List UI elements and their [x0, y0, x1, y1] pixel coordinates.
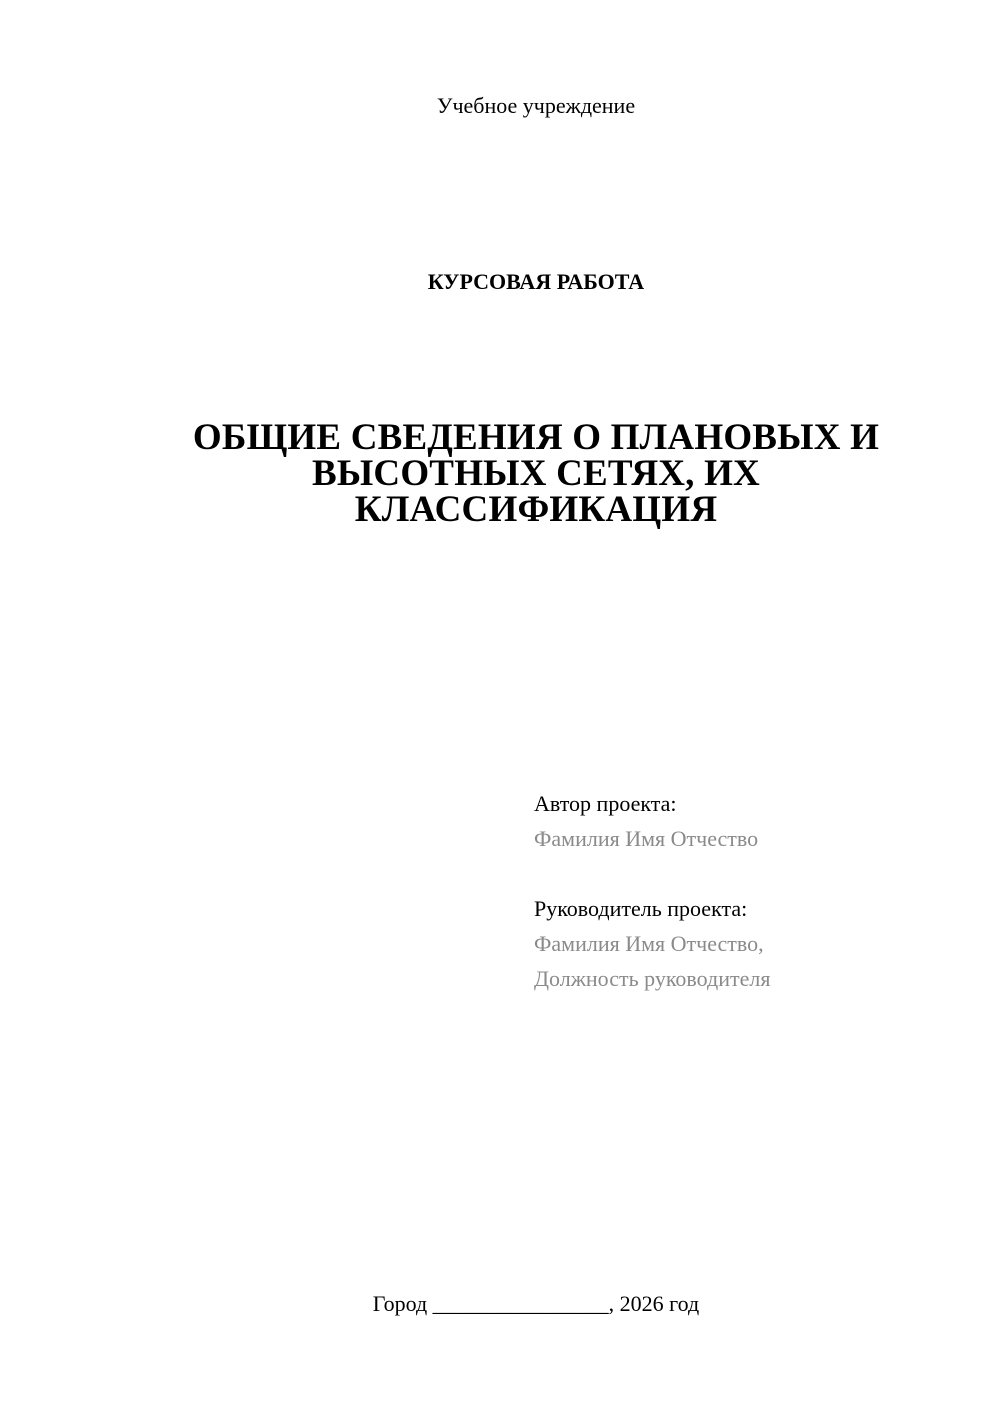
author-name: Фамилия Имя Отчество — [534, 826, 759, 851]
supervisor-label: Руководитель проекта: — [534, 896, 748, 921]
institution-name: Учебное учреждение — [436, 93, 636, 118]
author-block — [534, 786, 758, 856]
title-line-2: ВЫСОТНЫХ СЕТЯХ, ИХ — [312, 453, 760, 494]
city-year-footer: Город ________________, 2026 год — [372, 1291, 700, 1316]
document-title — [170, 417, 902, 530]
supervisor-position: Должность руководителя — [534, 966, 771, 991]
author-label: Автор проекта: — [534, 791, 677, 816]
document-type: КУРСОВАЯ РАБОТА — [427, 269, 645, 294]
title-line-1: ОБЩИЕ СВЕДЕНИЯ О ПЛАНОВЫХ И — [192, 417, 880, 458]
supervisor-name: Фамилия Имя Отчество, — [534, 931, 764, 956]
supervisor-block — [534, 891, 770, 996]
title-line-3: КЛАССИФИКАЦИЯ — [354, 489, 718, 530]
